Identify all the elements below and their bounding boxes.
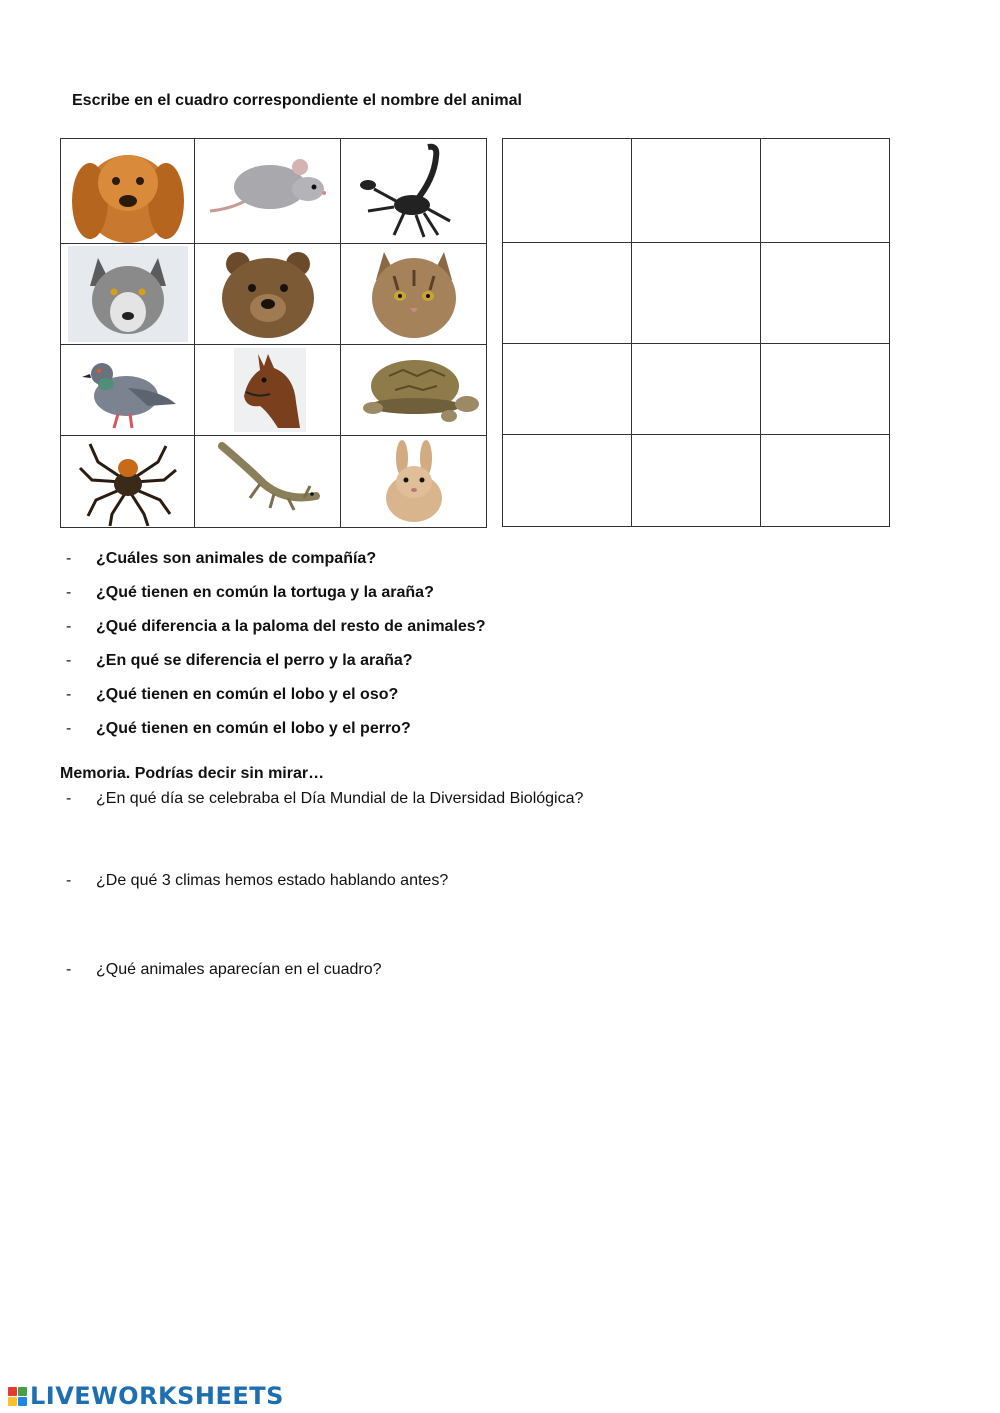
answer-box[interactable] xyxy=(761,435,890,527)
bullet: - xyxy=(66,872,72,889)
animal-image-wolf xyxy=(61,244,195,345)
logo-square xyxy=(18,1397,27,1406)
animal-image-cat xyxy=(341,244,487,345)
question-text: ¿Qué tienen en común el lobo y el perro? xyxy=(96,720,411,737)
logo-square xyxy=(18,1387,27,1396)
question-text: ¿En qué se diferencia el perro y la araña? xyxy=(96,652,413,669)
bullet: - xyxy=(66,618,72,635)
answer-box[interactable] xyxy=(761,139,890,243)
bullet: - xyxy=(66,584,72,601)
bullet: - xyxy=(66,652,72,669)
answer-box[interactable] xyxy=(632,344,761,435)
animal-image-rabbit xyxy=(341,436,487,528)
question-text: ¿Cuáles son animales de compañía? xyxy=(96,550,377,567)
memory-question-text: ¿De qué 3 climas hemos estado hablando antes? xyxy=(96,872,449,889)
logo-square xyxy=(8,1397,17,1406)
liveworksheets-logo[interactable] xyxy=(8,1382,284,1410)
memory-title: Memoria. Podrías decir sin mirar… xyxy=(60,765,325,782)
logo-square xyxy=(8,1387,17,1396)
bullet: - xyxy=(66,550,72,567)
worksheet-title: Escribe en el cuadro correspondiente el nombre del animal xyxy=(72,92,522,109)
answer-box[interactable] xyxy=(761,344,890,435)
answer-grid xyxy=(502,138,890,527)
animal-image-horse xyxy=(195,345,341,436)
answer-box[interactable] xyxy=(503,243,632,344)
bullet: - xyxy=(66,790,72,807)
answer-box[interactable] xyxy=(761,243,890,344)
memory-question-text: ¿Qué animales aparecían en el cuadro? xyxy=(96,961,382,978)
animal-image-dog xyxy=(61,139,195,244)
animal-picture-grid xyxy=(60,138,487,528)
bullet: - xyxy=(66,961,72,978)
logo-mark-icon xyxy=(8,1387,27,1406)
question-text: ¿Qué tienen en común el lobo y el oso? xyxy=(96,686,399,703)
answer-box[interactable] xyxy=(632,243,761,344)
bullet: - xyxy=(66,686,72,703)
animal-image-bear xyxy=(195,244,341,345)
animal-image-pigeon xyxy=(61,345,195,436)
animal-image-tarantula xyxy=(61,436,195,528)
bullet: - xyxy=(66,720,72,737)
memory-question-text: ¿En qué día se celebraba el Día Mundial de la Diversidad Biológica? xyxy=(96,790,584,807)
question-text: ¿Qué diferencia a la paloma del resto de animales? xyxy=(96,618,486,635)
answer-box[interactable] xyxy=(632,435,761,527)
animal-image-lizard xyxy=(195,436,341,528)
answer-box[interactable] xyxy=(503,435,632,527)
animal-image-rat xyxy=(195,139,341,244)
animal-image-scorpion xyxy=(341,139,487,244)
question-text: ¿Qué tienen en común la tortuga y la araña? xyxy=(96,584,434,601)
answer-box[interactable] xyxy=(503,139,632,243)
answer-box[interactable] xyxy=(632,139,761,243)
logo-text: LIVEWORKSHEETS xyxy=(30,1382,284,1410)
animal-image-tortoise xyxy=(341,345,487,436)
answer-box[interactable] xyxy=(503,344,632,435)
